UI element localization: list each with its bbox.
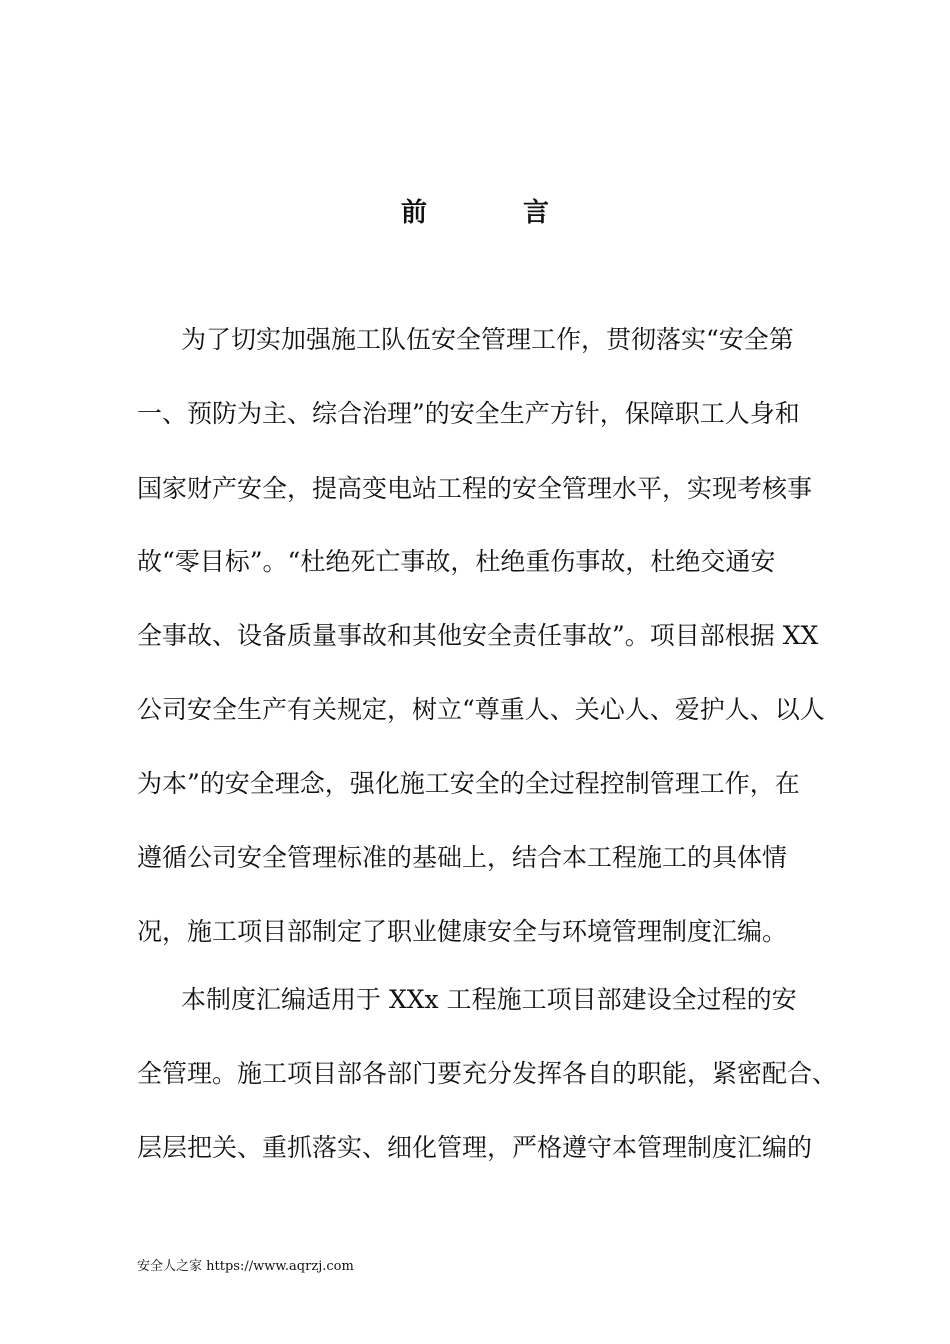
text-line: 层层把关、重抓落实、细化管理，严格遵守本管理制度汇编的	[137, 1133, 813, 1162]
text-line: 一、预防为主、综合治理”的安全生产方针，保障职工人身和	[137, 399, 800, 428]
text-line: 全事故、设备质量事故和其他安全责任事故”。项目部根据 XX	[137, 621, 819, 650]
title-char-1: 前	[400, 198, 427, 228]
text-line: 故“零目标”。“杜绝死亡事故，杜绝重伤事故，杜绝交通安	[137, 547, 776, 576]
text-line: 公司安全生产有关规定，树立“尊重人、关心人、爱护人、以人	[137, 695, 825, 724]
text-line: 遵循公司安全管理标准的基础上，结合本工程施工的具体情	[137, 843, 788, 872]
page-title	[0, 196, 950, 230]
text-line: 本制度汇编适用于 XXx 工程施工项目部建设全过程的安	[156, 985, 797, 1014]
title-char-2: 言	[523, 198, 550, 228]
text-line: 国家财产安全，提高变电站工程的安全管理水平，实现考核事	[137, 474, 813, 503]
footer-watermark: 安全人之家 https://www.aqrzj.com	[137, 1259, 354, 1274]
text-line: 为本”的安全理念，强化施工安全的全过程控制管理工作，在	[137, 769, 800, 798]
text-line: 全管理。施工项目部各部门要充分发挥各自的职能，紧密配合、	[137, 1059, 838, 1088]
text-line: 况，施工项目部制定了职业健康安全与环境管理制度汇编。	[137, 917, 788, 946]
text-line: 为了切实加强施工队伍安全管理工作，贯彻落实“安全第	[156, 325, 794, 354]
